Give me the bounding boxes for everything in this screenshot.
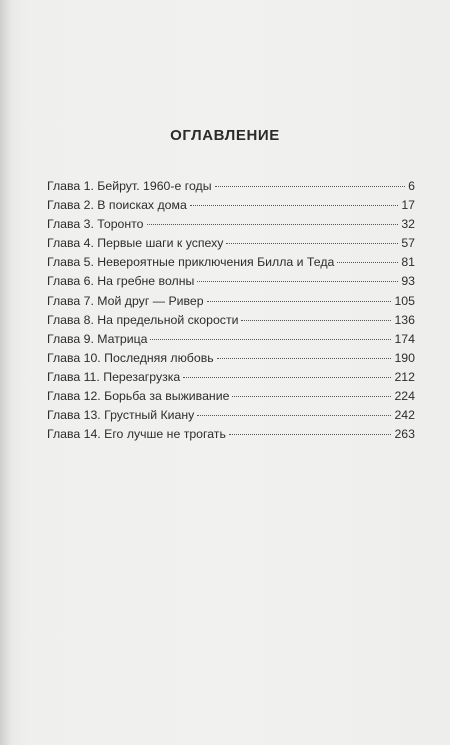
toc-entry	[47, 349, 415, 368]
toc-dot-leader	[197, 415, 391, 416]
toc-entry-label: Глава 8. На предельной скорости	[47, 312, 239, 327]
toc-entry-page: 32	[401, 217, 415, 232]
toc-dot-leader	[207, 301, 392, 302]
toc-dot-leader	[183, 377, 391, 378]
toc-dot-leader	[215, 186, 406, 187]
toc-entry-label: Глава 5. Невероятные приключения Билла и Теда	[47, 255, 335, 270]
toc-entry	[47, 234, 415, 253]
toc-dot-leader	[232, 396, 391, 397]
toc-entry-page: 242	[394, 408, 415, 423]
toc-entry	[47, 425, 415, 444]
toc-entry-label: Глава 10. Последняя любовь	[47, 350, 214, 365]
toc-dot-leader	[197, 281, 398, 282]
toc-dot-leader	[150, 339, 391, 340]
toc-entry-page: 105	[394, 293, 415, 308]
toc-entry-page: 263	[394, 427, 415, 442]
toc-entry	[47, 253, 415, 272]
toc-entry	[47, 330, 415, 349]
toc-heading: ОГЛАВЛЕНИЕ	[170, 127, 280, 144]
toc-entry-page: 212	[394, 369, 415, 384]
toc-entry	[47, 311, 415, 330]
toc-entry-page: 136	[394, 312, 415, 327]
toc-dot-leader	[226, 243, 398, 244]
toc-dot-leader	[241, 320, 391, 321]
toc-entry-label: Глава 3. Торонто	[47, 217, 144, 232]
toc-entry-label: Глава 6. На гребне волны	[47, 274, 195, 289]
toc-dot-leader	[147, 224, 399, 225]
toc-entry-page: 17	[401, 198, 415, 213]
toc-entry-page: 6	[408, 179, 415, 193]
toc-dot-leader	[190, 205, 399, 206]
toc-entry-label: Глава 14. Его лучше не трогать	[47, 427, 226, 442]
table-of-contents	[47, 177, 415, 444]
toc-entry-label: Глава 7. Мой друг — Ривер	[47, 293, 204, 308]
toc-dot-leader	[217, 358, 392, 359]
toc-entry	[47, 272, 415, 291]
toc-entry	[47, 215, 415, 234]
toc-entry-label: Глава 1. Бейрут. 1960-е годы	[47, 179, 212, 193]
toc-entry	[47, 292, 415, 311]
toc-entry	[47, 406, 415, 425]
toc-entry	[47, 196, 415, 215]
toc-entry-page: 224	[394, 389, 415, 404]
toc-entry	[47, 177, 415, 196]
toc-entry-label: Глава 12. Борьба за выживание	[47, 389, 230, 404]
toc-entry	[47, 387, 415, 406]
toc-entry-label: Глава 13. Грустный Киану	[47, 408, 195, 423]
toc-entry-label: Глава 11. Перезагрузка	[47, 369, 181, 384]
toc-entry-page: 190	[394, 350, 415, 365]
toc-entry-page: 174	[394, 331, 415, 346]
page-gutter-shadow	[0, 0, 12, 745]
toc-entry-label: Глава 9. Матрица	[47, 331, 148, 346]
toc-entry-page: 93	[401, 274, 415, 289]
toc-entry-label: Глава 4. Первые шаги к успеху	[47, 236, 224, 251]
toc-dot-leader	[337, 262, 398, 263]
toc-entry-label: Глава 2. В поисках дома	[47, 198, 187, 213]
toc-dot-leader	[229, 434, 392, 435]
toc-entry	[47, 368, 415, 387]
toc-entry-page: 81	[401, 255, 415, 270]
toc-entry-page: 57	[401, 236, 415, 251]
